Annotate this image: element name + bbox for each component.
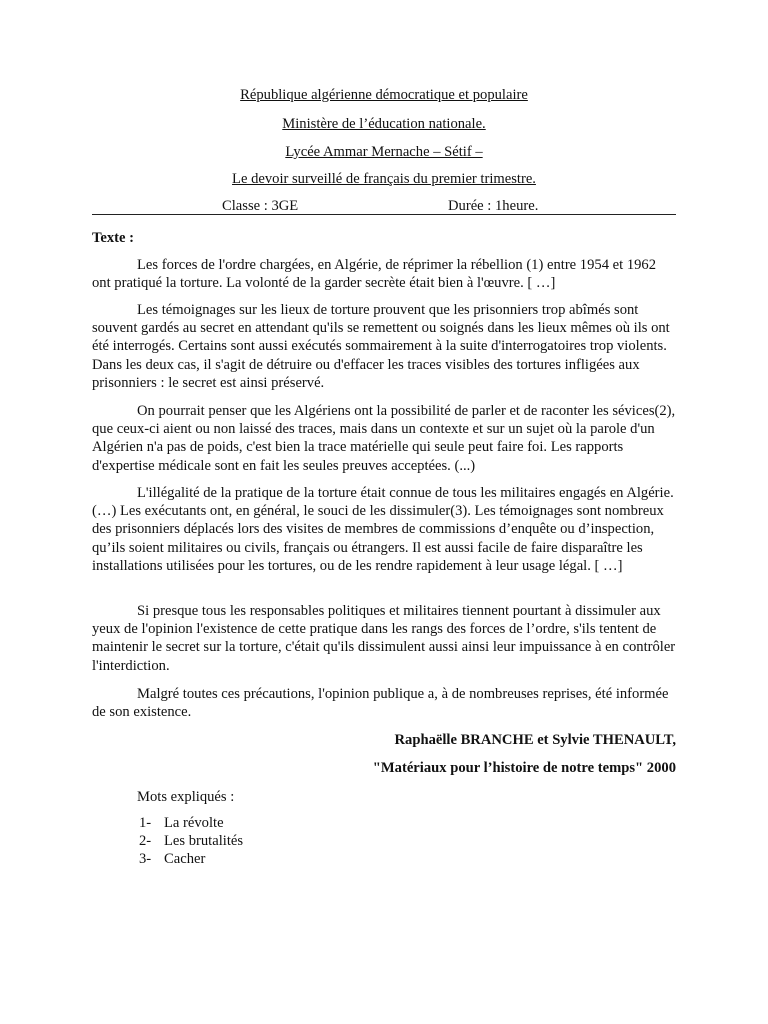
glossary-item-text: Les brutalités — [164, 833, 244, 849]
class-duration-row — [92, 197, 676, 215]
text-heading: Texte : — [92, 230, 135, 246]
paragraph-5: Si presque tous les responsables politiques et militaires tiennent pourtant à dissimuler aux yeux de l'opinion l'existence de cette pratique dans les rangs des forces de l’ordre, s'ils tentent de maintenir le secret sur la torture, c'était qu'ils dissimulent aussi ainsi leur impuissance à en contrôler l'interdiction. — [92, 603, 676, 674]
glossary-item-text: Cacher — [164, 851, 206, 867]
paragraph-1: Les forces de l'ordre chargées, en Algérie, de réprimer la rébellion (1) entre 1954 et 1962 ont pratiqué la torture. La volonté de la garder secrète était bien à l'œuvre. [ …] — [92, 257, 657, 292]
authors-signature: Raphaëlle BRANCHE et Sylvie THENAULT, — [394, 732, 676, 748]
duration-label: Durée : 1heure. — [448, 198, 539, 214]
paragraph-2: Les témoignages sur les lieux de torture prouvent que les prisonniers trop abîmés sont souvent gardés au secret en attendant qu'ils se remettent ou soignés dans les lieux mêmes où ils ont été interrogés. Certains sont aussi exécutés sommairement à la suite d'interrogatoires trop violents. Dans les deux cas, il s'agit de détruire ou d'effacer les traces visibles des tortures infligées aux prisonniers : le secret est ainsi préservé. — [92, 302, 670, 391]
glossary-item-text: La révolte — [164, 815, 224, 831]
header-republic: République algérienne démocratique et populaire — [240, 87, 528, 103]
source-reference: "Matériaux pour l’histoire de notre temps" 2000 — [372, 760, 676, 776]
header-exam-title: Le devoir surveillé de français du premier trimestre. — [232, 171, 536, 187]
class-label: Classe : 3GE — [222, 198, 299, 214]
header-ministry: Ministère de l’éducation nationale. — [282, 116, 486, 132]
header-divider — [92, 214, 676, 215]
glossary-item-number: 3- — [139, 851, 152, 867]
glossary-item-number: 2- — [139, 833, 152, 849]
glossary-item-number: 1- — [139, 815, 152, 831]
header-school: Lycée Ammar Mernache – Sétif – — [285, 144, 483, 160]
glossary-heading: Mots expliqués : — [137, 789, 235, 805]
glossary-list — [139, 814, 243, 868]
paragraph-3: On pourrait penser que les Algériens ont la possibilité de parler et de raconter les sévices(2), que ceux-ci aient ou non laissé des traces, mais dans un contexte et sur un sujet où la parole d'un Algérien n'a pas de poids, c'est bien la trace matérielle qui seule peut faire foi. Les rapports d'expertise médicale sont en fait les seules preuves acceptées. (...) — [92, 403, 676, 474]
glossary-item — [139, 850, 243, 868]
paragraph-4: L'illégalité de la pratique de la torture était connue de tous les militaires engagés en Algérie. (…) Les exécutants ont, en général, le souci de les dissimuler(3). Les témoignages sont nombreux des prisonniers déplacés lors des visites de membres de commissions d’enquête ou d’inspection, qu’ils soient militaires ou civils, français ou étrangers. Il est aussi facile de faire disparaître les installations utilisées pour les tortures, ou de les rendre rapidement à leur usage légal. [ …] — [92, 485, 674, 574]
glossary-item — [139, 832, 243, 850]
glossary-item — [139, 814, 243, 832]
paragraph-6: Malgré toutes ces précautions, l'opinion publique a, à de nombreuses reprises, été informée de son existence. — [92, 686, 669, 721]
